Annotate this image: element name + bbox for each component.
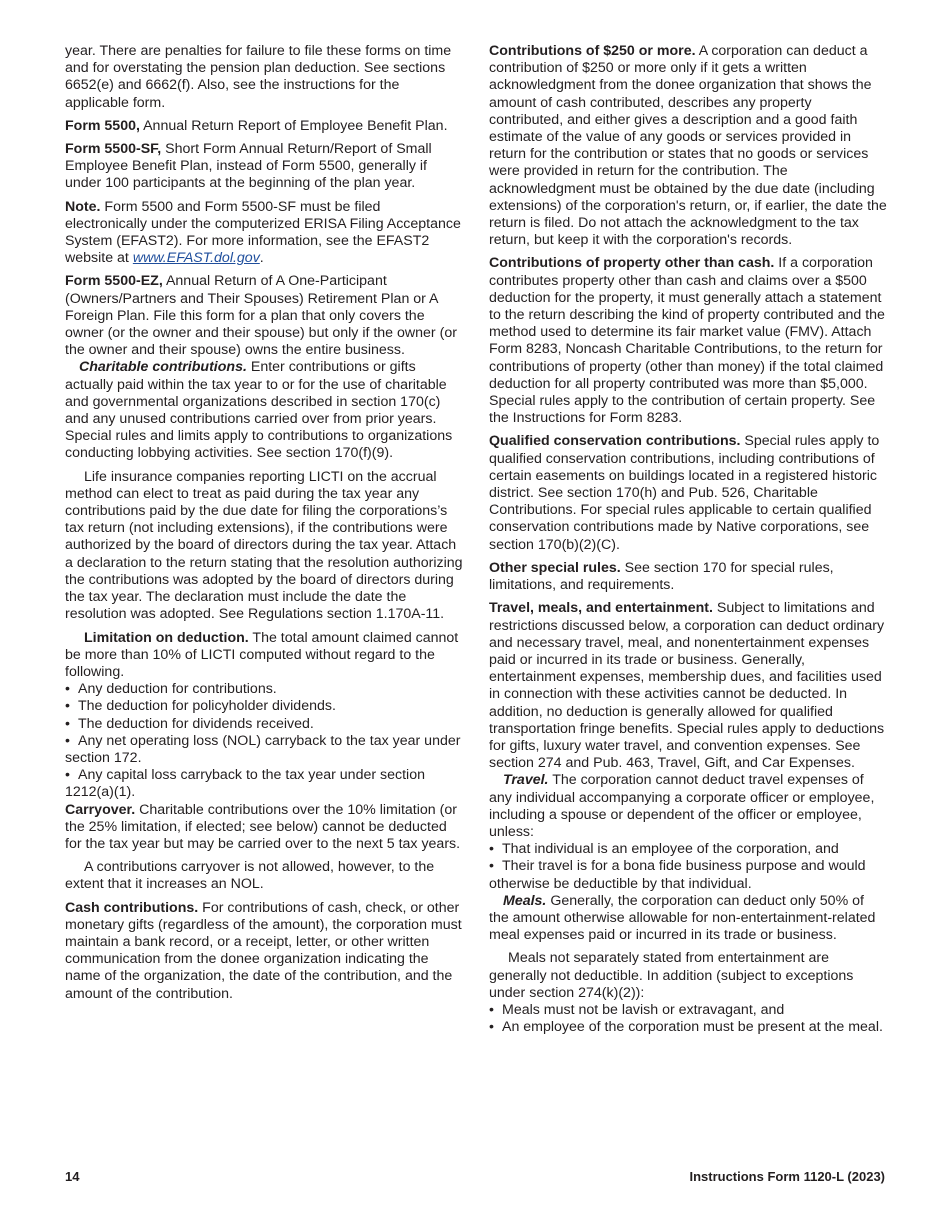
paragraph-carryover-nol: A contributions carryover is not allowed, however, to the extent that it increases an NOL. xyxy=(65,859,435,893)
paragraph-travel xyxy=(489,772,887,841)
list-item: • Meals must not be lavish or extravagant, and xyxy=(489,1001,785,1018)
bullet-icon: • xyxy=(65,715,70,732)
list-item: • The deduction for policyholder dividends. xyxy=(65,698,336,715)
bullet-icon: • xyxy=(65,767,70,784)
bullet-icon: • xyxy=(489,1001,494,1018)
other-heading: Other special rules. xyxy=(489,559,621,576)
paragraph-carryover xyxy=(65,802,463,854)
cash-heading: Cash contributions. xyxy=(65,899,199,916)
paragraph-life-insurance: Life insurance companies reporting LICTI on the accrual method can elect to treat as paid during the tax year any contributions paid by the due date for filing the corporations’s tax return (not including extensions), if the contributions were authorized by the board of directors during the tax year. Attach a declaration to the return stating that the resolution authorizing the contributions was adopted by the board of directors during the tax year. The declaration must include the date the resolution was adopted. See Regulations section 1.170A-11. xyxy=(65,468,463,623)
meals-heading: Meals. xyxy=(503,892,547,909)
travel-text: Subject to limitations and restrictions discussed below, a corporation can deduct ordinary and necessary travel, meal, and nonentertainment expenses paid or incurred in its trade or business. Generally, entertainment expenses, membership dues, and facilities used in connection with these activities cannot be deducted. In addition, no deduction is generally allowed for qualified transportation fringe benefits. Special rules apply to deductions for gifts, luxury water travel, and convention expenses. See section 274 and Pub. 463, Travel, Gift, and Car Expenses. xyxy=(489,600,885,772)
paragraph-other-rules xyxy=(489,560,887,594)
paragraph-charitable xyxy=(65,359,463,462)
travel-list xyxy=(489,841,887,893)
list-item: • Any net operating loss (NOL) carryback to the tax year under section 172. xyxy=(65,732,461,766)
paragraph-travel-meals xyxy=(489,600,887,772)
bullet-icon: • xyxy=(65,698,70,715)
paragraph-limitation xyxy=(65,630,463,682)
paragraph-form-5500-ez xyxy=(65,273,463,359)
paragraph-note xyxy=(65,199,463,268)
efast-link[interactable]: www.EFAST.dol.gov xyxy=(132,250,260,267)
bullet-icon: • xyxy=(489,858,494,875)
note-end: . xyxy=(259,250,264,267)
right-column xyxy=(489,43,887,1036)
meals-list xyxy=(489,1002,887,1036)
note-text: Form 5500 and Form 5500-SF must be filed electronically under the computerized ERISA Filing Acceptance System (EFAST2). For more information, see the EFAST2 website at xyxy=(65,198,461,267)
paragraph-form-5500 xyxy=(65,118,463,135)
bullet-icon: • xyxy=(65,681,70,698)
travel-heading: Travel, meals, and entertainment. xyxy=(489,600,713,617)
limitation-list xyxy=(65,681,463,801)
form-5500-ez-heading: Form 5500-EZ, xyxy=(65,273,163,290)
carryover-heading: Carryover. xyxy=(65,801,136,818)
bullet-icon: • xyxy=(489,1019,494,1036)
left-column xyxy=(65,43,463,1009)
paragraph-meals-entertainment: Meals not separately stated from entertainment are generally not deductible. In addition (subject to exceptions under section 274(k)(2)): xyxy=(489,950,854,1001)
note-heading: Note. xyxy=(65,198,101,215)
list-item: • Their travel is for a bona fide business purpose and would otherwise be deductible by that individual. xyxy=(489,858,866,892)
limitation-text: The total amount claimed cannot be more than 10% of LICTI computed without regard to the following. xyxy=(65,629,459,680)
bullet-icon: • xyxy=(65,732,70,749)
paragraph-contributions-250 xyxy=(489,43,887,249)
qualified-text: Special rules apply to qualified conservation contributions, including contributions of certain easements on buildings located in a registered historic district. See section 170(h) and Pub. 526, Charitable Contributions. For special rules applicable to certain qualified conservation contributions made by Native corporations, see section 170(b)(2)(C). xyxy=(489,433,880,553)
paragraph-form-5500-sf xyxy=(65,141,463,193)
form-title: Instructions Form 1120-L (2023) xyxy=(689,1169,885,1184)
form-5500-sf-heading: Form 5500-SF, xyxy=(65,141,162,158)
paragraph-property xyxy=(489,255,887,427)
list-item: • Any capital loss carryback to the tax year under section 1212(a)(1). xyxy=(65,767,425,801)
form-5500-sf-text: Short Form Annual Return/Report of Small Employee Benefit Plan, instead of Form 5500, generally if under 100 participants at the beginning of the plan year. xyxy=(65,141,432,192)
travel2-text: The corporation cannot deduct travel expenses of any individual accompanying a corporate officer or employee, including a spouse or dependent of the officer or employee, unless: xyxy=(489,772,875,840)
cash-text: For contributions of cash, check, or other monetary gifts (regardless of the amount), the corporation must maintain a bank record, or a receipt, letter, or other written communication from the donee organization indicating the name of the organization, the date of the contribution, and the amount of the contribution. xyxy=(65,899,462,1002)
charitable-heading: Charitable contributions. xyxy=(79,359,247,376)
c250-heading: Contributions of $250 or more. xyxy=(489,43,696,59)
qualified-heading: Qualified conservation contributions. xyxy=(489,433,741,450)
paragraph-cash xyxy=(65,900,463,1003)
form-5500-ez-text: Annual Return of A One-Participant (Owners/Partners and Their Spouses) Retirement Plan or A Foreign Plan. File this form for a plan that only covers the owner (or the owner and their spouse) but only if the owner (or the owner and their spouse) owns the entire business. xyxy=(65,273,457,359)
limitation-heading: Limitation on deduction. xyxy=(84,629,249,646)
paragraph-meals xyxy=(489,893,887,945)
page-number: 14 xyxy=(65,1169,80,1184)
form-5500-heading: Form 5500, xyxy=(65,117,140,134)
paragraph-penalties: year. There are penalties for failure to file these forms on time and for overstating the pension plan deduction. See sections 6652(e) and 6662(f). Also, see the instructions for the applicable form. xyxy=(65,43,452,111)
paragraph-qualified xyxy=(489,433,887,553)
carryover-text: Charitable contributions over the 10% limitation (or the 25% limitation, if elected; see below) cannot be deducted for the tax year but may be carried over to the next 5 tax years. xyxy=(65,801,461,852)
property-heading: Contributions of property other than cash. xyxy=(489,255,775,272)
travel2-heading: Travel. xyxy=(503,772,549,789)
list-item: • The deduction for dividends received. xyxy=(65,715,314,732)
charitable-text: Enter contributions or gifts actually paid within the tax year to or for the use of charitable and governmental organizations described in section 170(c) and any unused contributions carried over from prior years. Special rules and limits apply to contributions to organizations conducting lobbying activities. See section 170(f)(9). xyxy=(65,359,453,462)
list-item: • Any deduction for contributions. xyxy=(65,681,277,698)
c250-text: A corporation can deduct a contribution of $250 or more only if it gets a written acknowledgment from the donee organization that shows the amount of cash contributed, describes any property contributed, and either gives a description and a good faith estimate of the value of any goods or services provided in return for the contribution or states that no goods or services were provided in return for the contribution. The acknowledgment must be obtained by the due date (including extensions) of the corporation's return, or, if earlier, the date the return is filed. Do not attach the acknowledgment to the tax return, but keep it with the corporation's records. xyxy=(489,43,887,249)
list-item: • That individual is an employee of the corporation, and xyxy=(489,841,839,858)
property-text: If a corporation contributes property other than cash and claims over a $500 deduction for the property, it must generally attach a statement to the return describing the kind of property contributed and the method used to determine its fair market value (FMV). Attach Form 8283, Noncash Charitable Contributions, to the return for contributions of property (other than money) if the total claimed deduction for all property contributed was more than $5,000. Special rules apply to the contribution of certain property. See the Instructions for Form 8283. xyxy=(489,255,885,427)
other-text: See section 170 for special rules, limitations, and requirements. xyxy=(489,559,834,594)
form-5500-text: Annual Return Report of Employee Benefit Plan. xyxy=(143,117,448,134)
meals-text: Generally, the corporation can deduct only 50% of the amount otherwise allowable for non-entertainment-related meal expenses paid or incurred in its trade or business. xyxy=(489,892,876,944)
list-item: • An employee of the corporation must be present at the meal. xyxy=(489,1019,883,1036)
bullet-icon: • xyxy=(489,841,494,858)
